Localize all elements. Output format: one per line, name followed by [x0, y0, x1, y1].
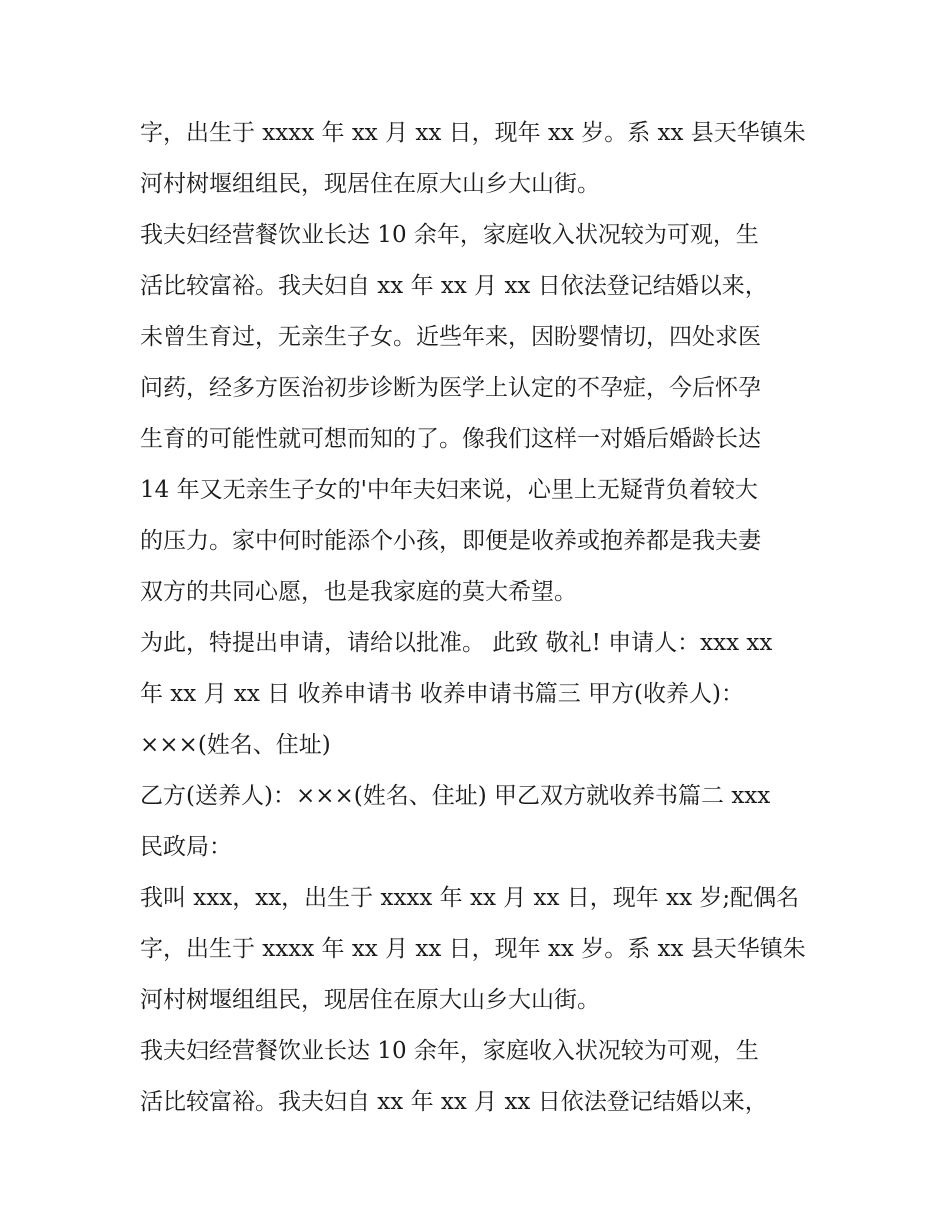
text-line: 我叫 xxx，xx，出生于 xxxx 年 xx 月 xx 日，现年 xx 岁;配偶名: [140, 885, 800, 911]
text-line: 14 年又无亲生子女的'中年夫妇来说，心里上无疑背负着较大: [140, 477, 758, 503]
text-line: 字，出生于 xxxx 年 xx 月 xx 日，现年 xx 岁。系 xx 县天华镇朱: [140, 936, 806, 962]
text-line: 民政局：: [140, 834, 232, 860]
text-line: 活比较富裕。我夫妇自 xx 年 xx 月 xx 日依法登记结婚以来，: [140, 273, 768, 299]
document-body: [140, 108, 830, 1128]
text-line: 生育的可能性就可想而知的了。像我们这样一对婚后婚龄长达: [140, 426, 761, 452]
text-line: 我夫妇经营餐饮业长达 10 余年，家庭收入状况较为可观，生: [140, 222, 759, 248]
text-line: 双方的共同心愿，也是我家庭的莫大希望。: [140, 579, 577, 605]
text-line: 的压力。家中何时能添个小孩，即便是收养或抱养都是我夫妻: [140, 528, 761, 554]
text-line: 我夫妇经营餐饮业长达 10 余年，家庭收入状况较为可观，生: [140, 1038, 759, 1064]
text-line: 乙方(送养人)：×××(姓名、住址) 甲乙双方就收养书篇二 xxx: [140, 783, 771, 809]
text-line: ×××(姓名、住址): [140, 732, 331, 758]
text-line: 为此，特提出申请，请给以批准。 此致 敬礼! 申请人：xxx xx: [140, 630, 773, 656]
text-line: 活比较富裕。我夫妇自 xx 年 xx 月 xx 日依法登记结婚以来，: [140, 1089, 768, 1115]
text-line: 未曾生育过，无亲生子女。近些年来，因盼婴情切，四处求医: [140, 324, 761, 350]
text-line: 字，出生于 xxxx 年 xx 月 xx 日，现年 xx 岁。系 xx 县天华镇朱: [140, 120, 806, 146]
text-line: 年 xx 月 xx 日 收养申请书 收养申请书篇三 甲方(收养人)：: [140, 681, 745, 707]
text-line: 问药，经多方医治初步诊断为医学上认定的不孕症，今后怀孕: [140, 375, 761, 401]
text-line: 河村树堰组组民，现居住在原大山乡大山街。: [140, 171, 600, 197]
text-line: 河村树堰组组民，现居住在原大山乡大山街。: [140, 987, 600, 1013]
